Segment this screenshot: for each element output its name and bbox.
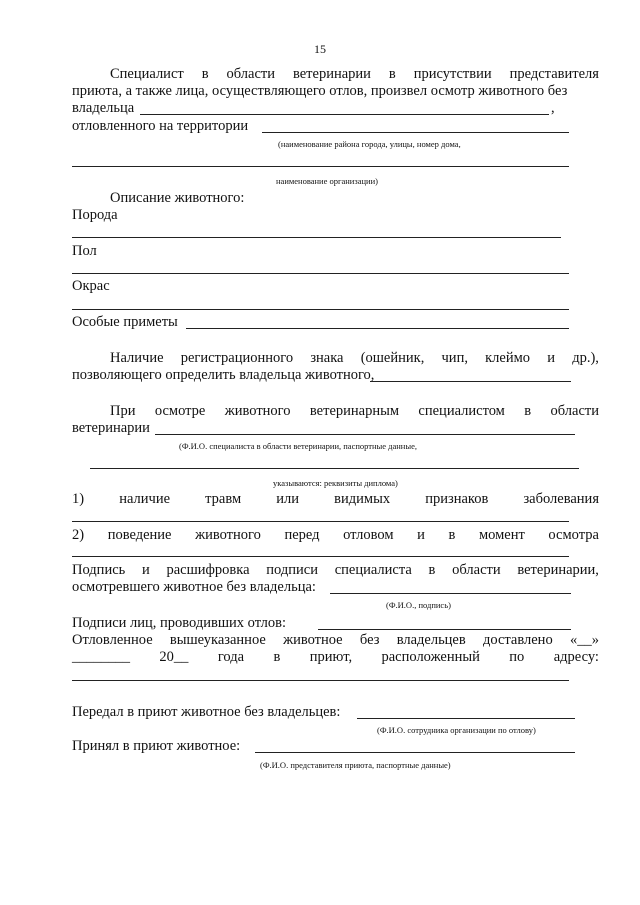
- word: животного: [224, 403, 291, 419]
- word: в: [524, 403, 532, 419]
- exam-line-1: [110, 403, 599, 420]
- word: Специалист: [110, 66, 184, 82]
- intro-comma: ,: [551, 100, 555, 116]
- hint-organization: наименование организации): [276, 176, 378, 186]
- word: Наличие: [110, 350, 164, 366]
- word: При: [110, 403, 136, 419]
- hint-specialist: (Ф.И.О. специалиста в области ветеринарии, паспортные данные,: [179, 441, 417, 451]
- color-blank-line[interactable]: [72, 309, 569, 310]
- hint-shelter-rep: (Ф.И.О. представителя приюта, паспортные данные): [260, 760, 451, 770]
- word: ________: [72, 649, 130, 665]
- word: в: [388, 66, 396, 82]
- captured-territory-label: отловленного на территории: [72, 118, 249, 134]
- word: области: [452, 562, 501, 578]
- word: владельцев: [396, 632, 466, 648]
- hint-diploma: указываются: реквизиты диплома): [273, 478, 398, 488]
- word: расположенный: [381, 649, 480, 665]
- signature-line-1: [72, 562, 599, 579]
- word: (ошейник,: [360, 350, 425, 366]
- breed-blank-line[interactable]: [72, 237, 561, 238]
- intro-line-3: владельца: [72, 100, 135, 116]
- word: приют,: [309, 649, 353, 665]
- registration-blank-line[interactable]: [370, 381, 571, 382]
- handed-over-label: Передал в приют животное без владельцев:: [72, 704, 341, 720]
- word: вышеуказанное: [169, 632, 266, 648]
- hint-signature: (Ф.И.О., подпись): [386, 600, 451, 610]
- word: специалиста: [334, 562, 412, 578]
- word: в: [448, 527, 456, 543]
- word: животного: [195, 527, 261, 543]
- special-marks-blank-line[interactable]: [186, 328, 569, 329]
- word: 20__: [159, 649, 189, 665]
- breed-label: Порода: [72, 207, 118, 223]
- word: осмотре: [154, 403, 206, 419]
- word: Отловленное: [72, 632, 153, 648]
- diploma-blank-line[interactable]: [90, 468, 579, 469]
- word: ветеринарным: [309, 403, 400, 419]
- word: осмотра: [548, 527, 599, 543]
- word: без: [359, 632, 380, 648]
- word: и: [141, 562, 150, 578]
- registration-line-1: [110, 350, 599, 367]
- word: года: [217, 649, 245, 665]
- item-1-injuries: [72, 491, 599, 508]
- word: присутствии: [413, 66, 492, 82]
- color-label: Окрас: [72, 278, 110, 294]
- sex-blank-line[interactable]: [72, 273, 569, 274]
- word: в: [273, 649, 281, 665]
- owner-blank-line[interactable]: [140, 114, 549, 115]
- word: подписи: [266, 562, 318, 578]
- hint-address: (наименование района города, улицы, номер дома,: [278, 139, 461, 149]
- word: момент: [478, 527, 525, 543]
- word: расшифровка: [166, 562, 250, 578]
- delivered-line-2: [72, 649, 599, 666]
- word: признаков: [425, 491, 489, 507]
- word: ветеринарии,: [517, 562, 599, 578]
- item-2-behavior: [72, 527, 599, 544]
- received-label: Принял в приют животное:: [72, 738, 241, 754]
- word: клеймо: [485, 350, 531, 366]
- shelter-address-blank-line[interactable]: [72, 680, 569, 681]
- word: травм: [205, 491, 242, 507]
- intro-line-2: приюта, а также лица, осуществляющего отлов, произвел осмотр животного без: [72, 83, 568, 99]
- specialist-signature-blank-line[interactable]: [330, 593, 571, 594]
- handed-over-blank-line[interactable]: [357, 718, 575, 719]
- registration-line-2: позволяющего определить владельца животного,: [72, 367, 375, 383]
- injuries-blank-line[interactable]: [72, 521, 569, 522]
- word: ветеринарии: [292, 66, 371, 82]
- word: знака: [310, 350, 344, 366]
- hint-catcher-org: (Ф.И.О. сотрудника организации по отлову): [377, 725, 536, 735]
- word: 1): [72, 491, 85, 507]
- signature-line-2: осмотревшего животное без владельца:: [72, 579, 316, 595]
- catchers-signatures-blank-line[interactable]: [318, 629, 571, 630]
- word: 2): [72, 527, 85, 543]
- behavior-blank-line[interactable]: [72, 556, 569, 557]
- word: наличие: [119, 491, 171, 507]
- word: доставлено: [482, 632, 553, 648]
- page-number: 15: [314, 42, 326, 56]
- territory-blank-line[interactable]: [262, 132, 569, 133]
- word: представителя: [509, 66, 599, 82]
- word: в: [201, 66, 209, 82]
- word: Подпись: [72, 562, 126, 578]
- word: видимых: [334, 491, 391, 507]
- word: в: [428, 562, 436, 578]
- sex-label: Пол: [72, 243, 97, 259]
- specialist-blank-line[interactable]: [155, 434, 575, 435]
- word: адресу:: [553, 649, 599, 665]
- word: и: [547, 350, 555, 366]
- word: др.),: [572, 350, 599, 366]
- word: заболевания: [523, 491, 599, 507]
- intro-line-1: [110, 66, 599, 83]
- word: или: [276, 491, 300, 507]
- word: поведение: [107, 527, 172, 543]
- delivered-line-1: [72, 632, 599, 649]
- word: перед: [284, 527, 320, 543]
- word: специалистом: [418, 403, 505, 419]
- word: и: [417, 527, 425, 543]
- exam-line-2: ветеринарии: [72, 420, 150, 436]
- special-marks-label: Особые приметы: [72, 314, 178, 330]
- word: животное: [283, 632, 343, 648]
- word: области: [226, 66, 275, 82]
- word: области: [550, 403, 599, 419]
- received-blank-line[interactable]: [255, 752, 575, 753]
- word: регистрационного: [180, 350, 294, 366]
- word: чип,: [441, 350, 468, 366]
- word: отловом: [343, 527, 394, 543]
- organization-blank-line[interactable]: [72, 166, 569, 167]
- word: «__»: [569, 632, 599, 648]
- description-title: Описание животного:: [110, 190, 245, 206]
- catchers-signatures-label: Подписи лиц, проводивших отлов:: [72, 615, 287, 631]
- word: по: [509, 649, 525, 665]
